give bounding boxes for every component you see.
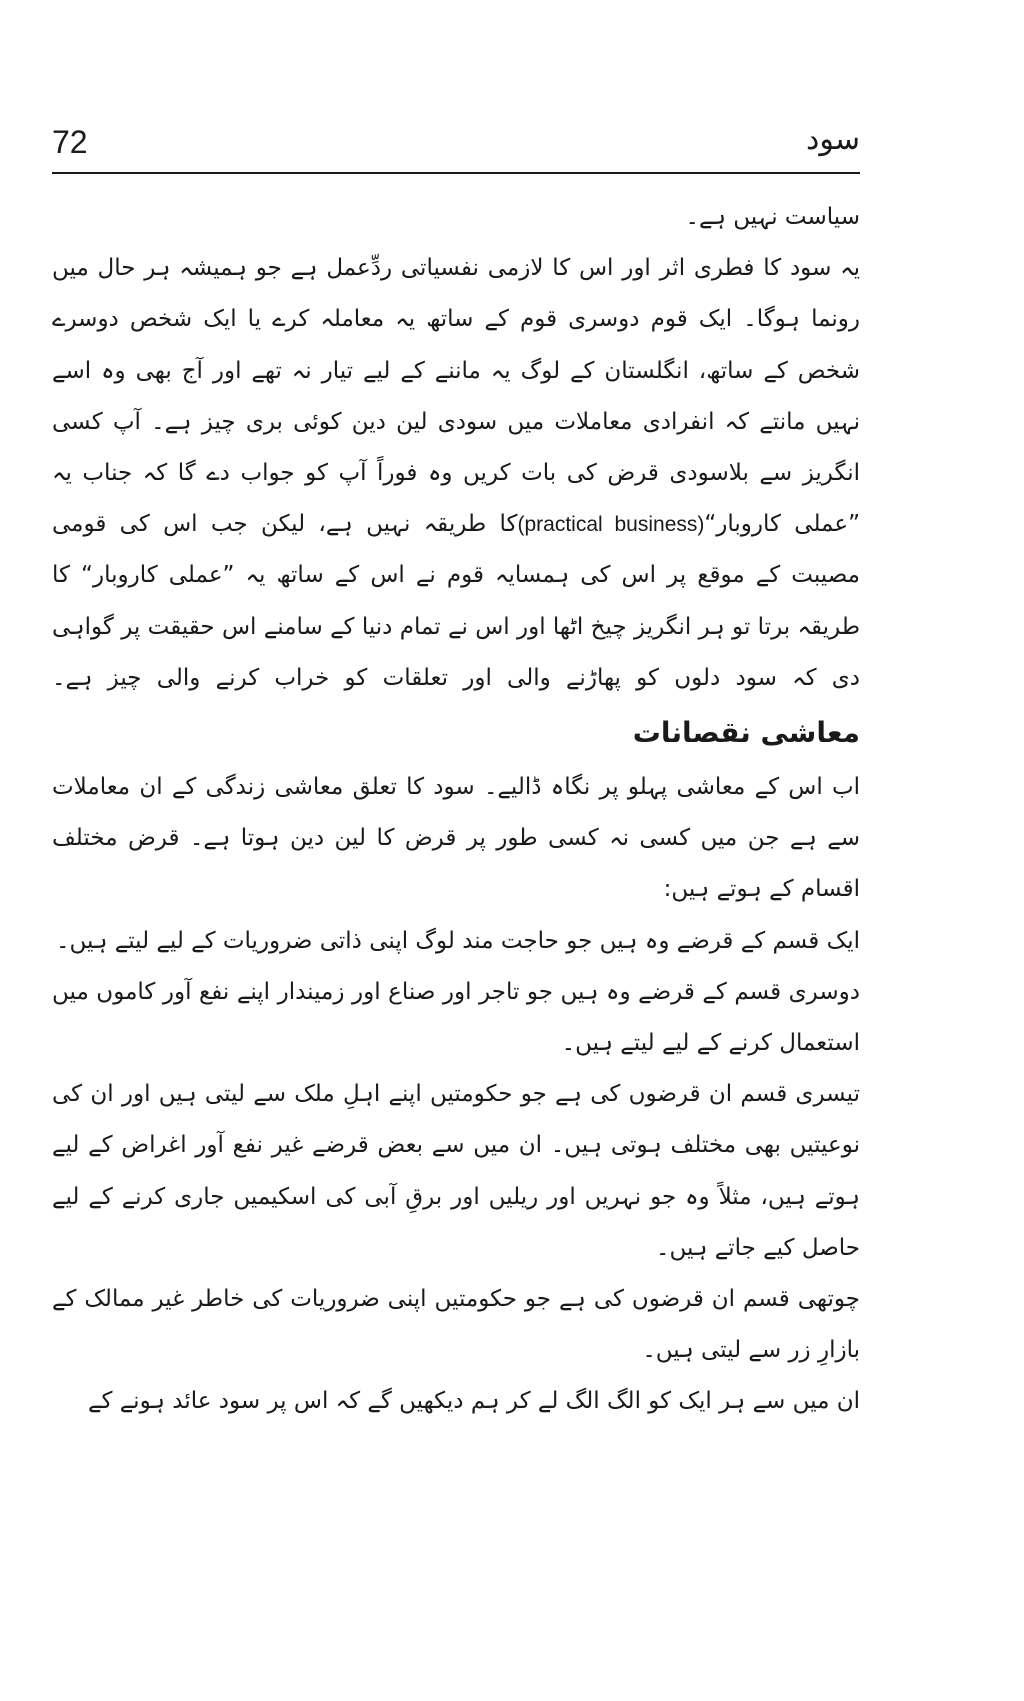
paragraph-psychological-effect xyxy=(52,243,860,704)
paragraph-economic-aspect: اب اس کے معاشی پہلو پر نگاہ ڈالیے۔ سود کا تعلق معاشی زندگی کے ان معاملات سے ہے جن میں کسی نہ کسی طور پر قرض کا لین دین ہوتا ہے۔ قرض مختلف اقسام کے ہوتے ہیں: xyxy=(52,774,860,903)
paragraph-loan-type-1: ایک قسم کے قرضے وہ ہیں جو حاجت مند لوگ اپنی ذاتی ضروریات کے لیے لیتے ہیں۔ xyxy=(56,927,860,954)
running-title: سود xyxy=(806,122,860,157)
paragraph-loan-type-4: چوتھی قسم ان قرضوں کی ہے جو حکومتیں اپنی ضروریات کی خاطر غیر ممالک کے بازارِ زر سے لیتی ہیں۔ xyxy=(52,1286,860,1364)
section-heading: معاشی نقصانات xyxy=(632,716,860,750)
page-number: 72 xyxy=(52,124,88,160)
paragraph-text: کا طریقہ نہیں ہے، لیکن جب اس کی قومی مصیبت کے موقع پر اس کی ہمسایہ قوم نے اس کے ساتھ یہ ”عملی کاروبار“ کا طریقہ برتا تو ہر انگریز چیخ اٹھا اور اس نے تمام دنیا کے سامنے اس حقیقت پر گواہی دی کہ سود دلوں کو پھاڑنے والی اور تعلقات کو خراب کرنے والی چیز ہے۔ xyxy=(52,511,860,691)
header-rule xyxy=(52,172,860,174)
page-header xyxy=(52,118,860,174)
paragraph-loan-type-3: تیسری قسم ان قرضوں کی ہے جو حکومتیں اپنے اہلِ ملک سے لیتی ہیں اور ان کی نوعیتیں بھی مختلف ہوتی ہیں۔ ان میں سے بعض قرضے غیر نفع آور اغراض کے لیے ہوتے ہیں، مثلاً وہ جو نہریں اور ریلیں اور برقِ آبی کی اسکیمیں جاری کرنے کے لیے حاصل کیے جاتے ہیں۔ xyxy=(52,1081,860,1261)
paragraph-text: یہ سود کا فطری اثر اور اس کا لازمی نفسیاتی ردِّعمل ہے جو ہمیشہ ہر حال میں رونما ہوگا۔ ایک قوم دوسری قوم کے ساتھ یہ معاملہ کرے یا ایک شخص دوسرے شخص کے ساتھ، انگلستان کے لوگ یہ ماننے کے لیے تیار نہ تھے اور آج بھی وہ اسے نہیں مانتے کہ انفرادی معاملات میں سودی لین دین کوئی بری چیز ہے۔ آپ کسی انگریز سے بلاسودی قرض کی بات کریں وہ فوراً آپ کو جواب دے گا کہ جناب یہ ”عملی کاروبار“ xyxy=(52,255,860,538)
paragraph-loan-type-2: دوسری قسم کے قرضے وہ ہیں جو تاجر اور صناع اور زمیندار اپنے نفع آور کاموں میں استعمال کرنے کے لیے لیتے ہیں۔ xyxy=(52,978,860,1057)
paragraph-continuation: سیاست نہیں ہے۔ xyxy=(685,204,860,230)
body-text xyxy=(52,192,860,1428)
english-term: (practical business) xyxy=(517,513,705,537)
paragraph-closing: ان میں سے ہر ایک کو الگ الگ لے کر ہم دیکھیں گے کہ اس پر سود عائد ہونے کے xyxy=(87,1388,860,1415)
